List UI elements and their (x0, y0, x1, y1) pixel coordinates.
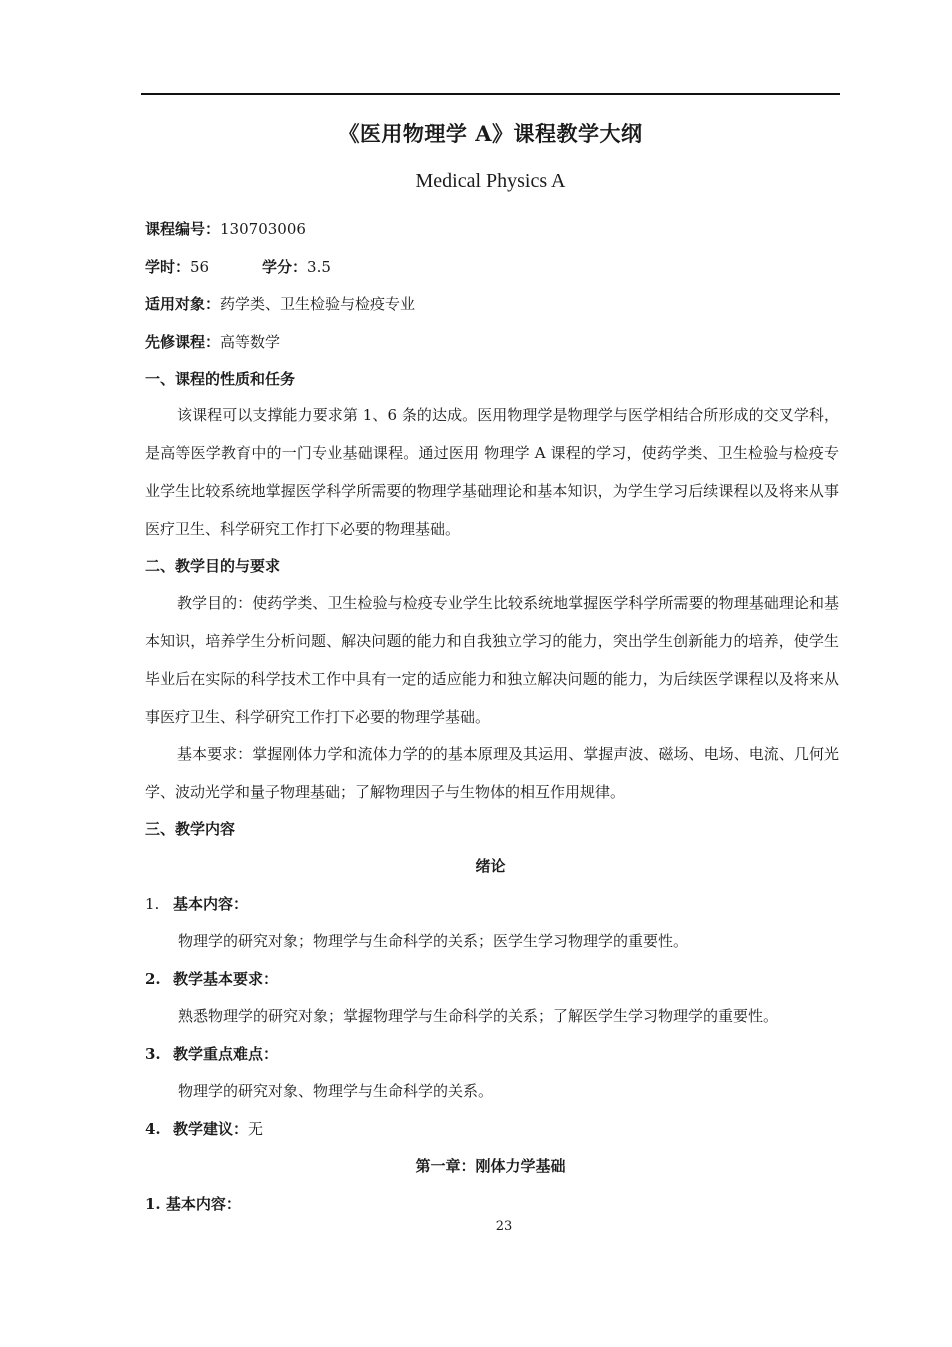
section3-heading: 三、教学内容 (145, 820, 236, 838)
intro-heading: 绪论 (475, 857, 506, 875)
hours-credits-line (145, 256, 331, 277)
page-title: 《医用物理学 A》课程教学大纲 (338, 121, 643, 146)
item1-heading (145, 893, 248, 914)
item2-text: 熟悉物理学的研究对象；掌握物理学与生命科学的关系；了解医学生学习物理学的重要性。 (178, 1007, 779, 1025)
course-code-label: 课程编号： (145, 220, 221, 238)
page-subtitle: Medical Physics A (415, 170, 566, 192)
section2-paragraph-1: 教学目的：使药学类、卫生检验与检疫专业学生比较系统地掌握医学科学所需要的物理基础理论和基本知识，培养学生分析问题、解决问题的能力和自我独立学习的能力，突出学生创新能力的培养，使学生毕业后在实际的科学技术工作中具有一定的适应能力和独立解决问题的能力，为后续医学课程以及将来从事医疗卫生、科学研究工作打下必要的物理学基础。 (145, 594, 839, 726)
prereq-value: 高等数学 (220, 333, 281, 351)
item3-number: 3. (145, 1045, 161, 1063)
item4-line (145, 1118, 263, 1139)
hours-label: 学时： (145, 258, 191, 276)
item4-number: 4. (145, 1120, 161, 1138)
item3-heading (145, 1043, 278, 1064)
item2-label: 教学基本要求： (173, 970, 279, 988)
section2-heading: 二、教学目的与要求 (145, 557, 281, 575)
audience-value: 药学类、卫生检验与检疫专业 (220, 295, 416, 313)
audience-label: 适用对象： (145, 295, 221, 313)
item1-text: 物理学的研究对象；物理学与生命科学的关系；医学生学习物理学的重要性。 (178, 932, 689, 950)
course-code-value: 130703006 (220, 220, 306, 238)
item2-number: 2. (145, 970, 161, 988)
credits-value: 3.5 (307, 258, 331, 276)
page-number: 23 (495, 1219, 513, 1234)
item3-text: 物理学的研究对象、物理学与生命科学的关系。 (178, 1082, 494, 1100)
item4-label: 教学建议： (173, 1120, 249, 1138)
item2-heading (145, 968, 278, 989)
section2-paragraph-2: 基本要求：掌握刚体力学和流体力学的的基本原理及其运用、掌握声波、磁场、电场、电流、几何光学、波动光学和量子物理基础；了解物理因子与生物体的相互作用规律。 (145, 745, 839, 801)
item1-label: 基本内容： (173, 895, 249, 913)
prereq-label: 先修课程： (145, 333, 221, 351)
item4-text: 无 (248, 1120, 264, 1138)
item1-number: 1. (145, 895, 160, 913)
course-code-line (145, 218, 306, 239)
section1-heading: 一、课程的性质和任务 (145, 370, 296, 388)
prereq-line (145, 331, 280, 352)
audience-line (145, 293, 415, 314)
chapter1-heading: 第一章：刚体力学基础 (415, 1157, 566, 1175)
section1-paragraph: 该课程可以支撑能力要求第 1、6 条的达成。医用物理学是物理学与医学相结合所形成的交叉学科，是高等医学教育中的一门专业基础课程。通过医用 物理学 A 课程的学习，使药学类、卫生检验与检疫专业学生比较系统地掌握医学科学所需要的物理学基础理论和基本知识，为学生学习后续课程以及将来从事医疗卫生、科学研究工作打下必要的物理基础。 (145, 406, 839, 538)
hours-value: 56 (190, 258, 210, 276)
item3-label: 教学重点难点： (173, 1045, 279, 1063)
chapter1-item1-heading: 1. 基本内容： (145, 1195, 241, 1213)
header-rule (141, 93, 840, 95)
credits-label: 学分： (262, 258, 308, 276)
